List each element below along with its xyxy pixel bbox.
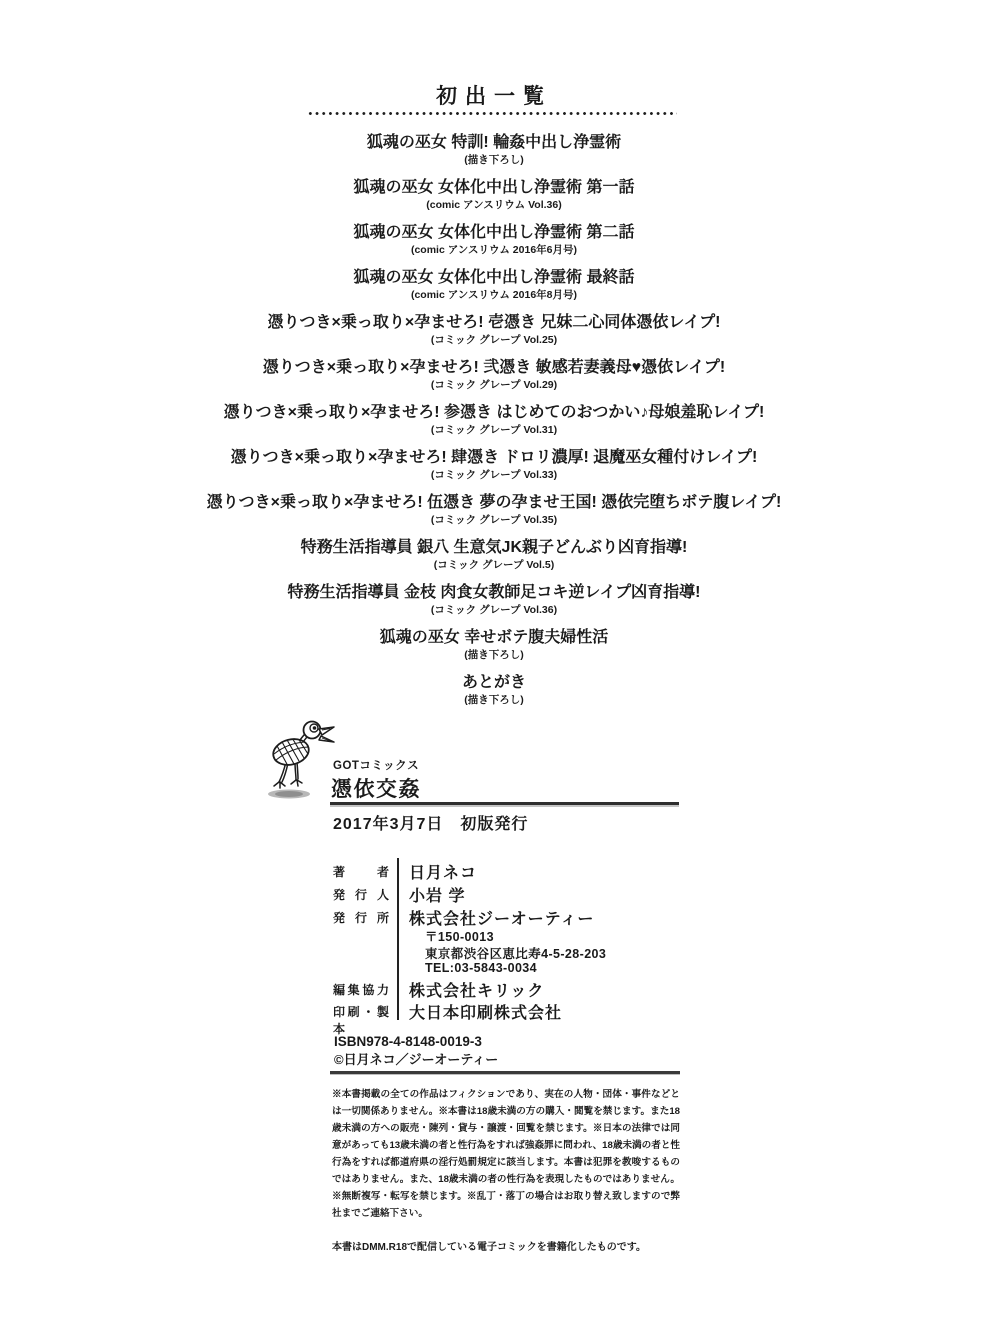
credits-block: [333, 856, 693, 1036]
list-item: [380, 628, 608, 662]
entry-title: 憑りつき×乗っ取り×孕ませろ! 参憑き はじめてのおつかい♪母娘羞恥レイプ!: [223, 404, 765, 421]
isbn-number: ISBN978-4-8148-0019-3: [334, 1034, 482, 1049]
list-item: [288, 583, 701, 617]
entry-title: 憑りつき×乗っ取り×孕ませろ! 伍憑き 夢の孕ませ王国! 憑依完堕ちボテ腹レイプ!: [206, 494, 782, 511]
list-item: [354, 268, 635, 302]
entry-source: (描き下ろし): [464, 154, 524, 166]
entry-title: 特務生活指導員 金枝 肉食女教師足コキ逆レイプ凶育指導!: [287, 584, 701, 601]
credit-value-author: 日月ネコ: [409, 865, 478, 882]
list-item: [462, 673, 526, 707]
entry-source: (comic アンスリウム 2016年6月号): [410, 244, 578, 256]
entry-source: (コミック グレープ Vol.31): [430, 424, 558, 436]
list-item: [231, 448, 758, 482]
list-item: [263, 358, 725, 392]
credit-label-publisher-person: 発行人: [333, 888, 389, 902]
book-title: 憑依交姦: [331, 778, 421, 801]
entry-title: 狐魂の巫女 女体化中出し浄霊術 第一話: [353, 179, 635, 196]
publisher-bird-logo-icon: [264, 716, 338, 802]
entry-title: 特務生活指導員 銀八 生意気JK親子どんぶり凶育指導!: [300, 539, 688, 556]
disclaimer-top-rule: [330, 1071, 680, 1075]
legal-disclaimer: ※本書掲載の全ての作品はフィクションであり、実在の人物・団体・事件などとは一切関係ありません。※本書は18歳未満の方の購入・閲覧を禁じます。また18歳未満の方への販売・陳列・貸与・譲渡・回覧を禁じます。※日本の法律では同意があっても13歳未満の者と性行為をすれば強姦罪に問われ、18歳未満の者と性行為をすれば都道府県の淫行処罰規定に該当します。本書は犯罪を教唆するものではありません。また、18歳未満の者の性行為を表現したものではありません。※無断複写・転写を禁じます。※乱丁・落丁の場合はお取り替え致しますので弊社までご連絡下さい。: [332, 1089, 681, 1219]
entry-source: (コミック グレープ Vol.25): [430, 334, 558, 346]
credits-divider: [397, 858, 399, 1020]
digital-edition-note: 本書はDMM.R18で配信している電子コミックを書籍化したものです。: [332, 1242, 647, 1253]
list-item: [354, 223, 635, 257]
entry-title: 憑りつき×乗っ取り×孕ませろ! 壱憑き 兄妹二心同体憑依レイプ!: [267, 314, 721, 331]
title-rule: [330, 802, 679, 807]
entry-source: (描き下ろし): [464, 694, 524, 706]
credit-label-printing: 印刷・製本: [333, 1005, 389, 1036]
entry-title: 狐魂の巫女 特訓! 輪姦中出し浄霊術: [366, 134, 622, 151]
page-title: 初出一覧: [436, 85, 552, 108]
dotted-divider: [307, 111, 677, 116]
publisher-postal-code: 〒150-0013: [425, 930, 494, 944]
entry-source: (コミック グレープ Vol.35): [430, 514, 558, 526]
entry-title: 狐魂の巫女 女体化中出し浄霊術 最終話: [353, 269, 635, 286]
entry-title: あとがき: [461, 674, 526, 691]
entry-source: (描き下ろし): [464, 649, 524, 661]
entry-source: (コミック グレープ Vol.36): [430, 604, 558, 616]
edition-date: 2017年3月7日 初版発行: [333, 816, 529, 833]
credit-value-printing: 大日本印刷株式会社: [409, 1005, 563, 1022]
publisher-street-address: 東京都渋谷区恵比寿4-5-28-203: [425, 947, 607, 961]
entry-source: (コミック グレープ Vol.33): [430, 469, 558, 481]
entry-source: (comic アンスリウム Vol.36): [426, 199, 562, 211]
list-item: [224, 403, 765, 437]
credit-value-publisher-person: 小岩 学: [409, 888, 466, 905]
imprint-label: GOTコミックス: [333, 760, 420, 772]
credit-label-publisher: 発行所: [333, 911, 389, 925]
credit-label-editing: 編集協力: [333, 983, 389, 997]
entry-source: (コミック グレープ Vol.5): [433, 559, 555, 571]
list-item: [354, 178, 635, 212]
entry-title: 憑りつき×乗っ取り×孕ませろ! 弐憑き 敏感若妻義母♥憑依レイプ!: [262, 359, 726, 376]
entry-source: (comic アンスリウム 2016年8月号): [410, 289, 578, 301]
credit-value-editing: 株式会社キリック: [409, 983, 545, 1000]
list-item: [207, 493, 782, 527]
list-item: [268, 313, 721, 347]
list-item: [301, 538, 688, 572]
entry-title: 狐魂の巫女 女体化中出し浄霊術 第二話: [353, 224, 635, 241]
entry-source: (コミック グレープ Vol.29): [430, 379, 558, 391]
entry-title: 狐魂の巫女 幸せボテ腹夫婦性活: [379, 629, 609, 646]
publisher-phone: TEL:03-5843-0034: [425, 961, 538, 975]
copyright-line: ©日月ネコ／ジーオーティー: [334, 1052, 499, 1067]
entry-title: 憑りつき×乗っ取り×孕ませろ! 肆憑き ドロリ濃厚! 退魔巫女種付けレイプ!: [230, 449, 758, 466]
list-item: [367, 133, 621, 167]
credit-label-author: 著者: [333, 865, 389, 879]
credit-value-publisher: 株式会社ジーオーティー: [409, 911, 595, 928]
publication-list: [0, 133, 988, 707]
